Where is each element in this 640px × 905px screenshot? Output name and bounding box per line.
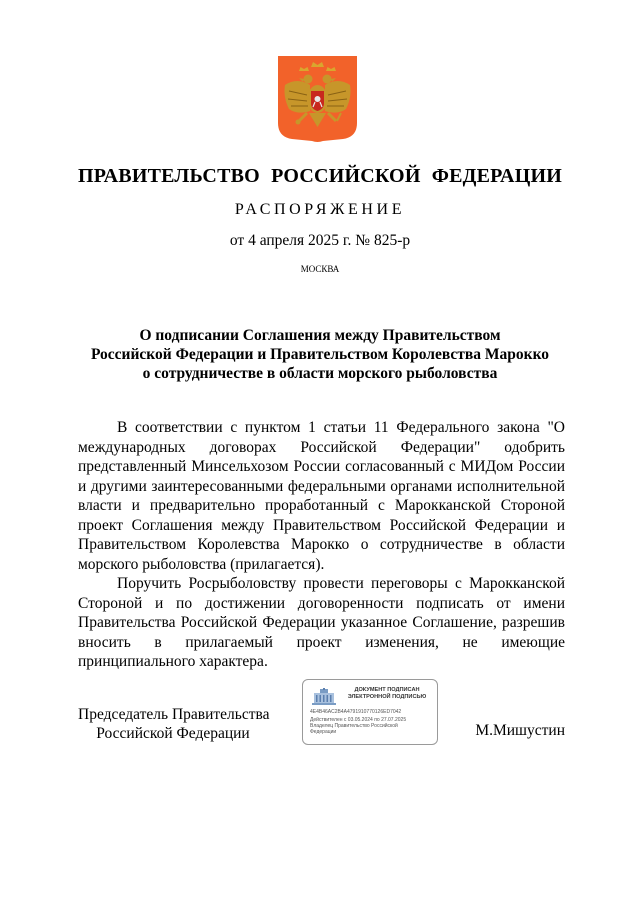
stamp-certificate: 4E4B46AC2B4A4791910770126ED7042 (310, 709, 402, 715)
coat-of-arms-icon (277, 55, 358, 145)
body-paragraph: В соответствии с пунктом 1 статьи 11 Федерального закона "О международных договорах Российской Федерации" одобрить представленный Минсельхозом России согласованный с МИДом России и другими заинтересованными федеральными органами исполнительной власти и предварительно проработанный с Марокканской Стороной проект Соглашения между Правительством Российской Федерации и Правительством Королевства Марокко о сотрудничестве в области морского рыболовства (прилагается). (78, 419, 565, 573)
signatory-position-line: Председатель Правительства (78, 706, 270, 723)
signatory-position (78, 705, 268, 743)
electronic-signature-stamp (302, 679, 438, 745)
title-line: О подписании Соглашения между Правительством (139, 327, 501, 344)
title-line: Российской Федерации и Правительством Королевства Марокко (90, 346, 550, 363)
government-name: ПРАВИТЕЛЬСТВО РОССИЙСКОЙ ФЕДЕРАЦИИ (78, 165, 562, 187)
document-title (60, 326, 580, 383)
government-building-icon (312, 688, 336, 705)
document-type: РАСПОРЯЖЕНИЕ (234, 201, 406, 218)
stamp-owner-line: Федерации (310, 729, 337, 735)
body-paragraph: Поручить Росрыболовству провести переговоры с Марокканской Стороной и по достижении договоренности подписать от имени Правительства Российской Федерации указанное Соглашение, разрешив вносить в прилагаемый проект изменения, не имеющие принципиального характера. (78, 575, 565, 670)
signatory-position-line: Российской Федерации (96, 725, 250, 742)
document-body (78, 418, 565, 672)
document-city: МОСКВА (300, 264, 340, 274)
stamp-owner-line: Владелец Правительство Российской (310, 723, 398, 729)
signatory-name: М.Мишустин (475, 722, 565, 739)
title-line: о сотрудничестве в области морского рыболовства (142, 365, 498, 382)
stamp-heading: ДОКУМЕНТ ПОДПИСАН ЭЛЕКТРОННОЙ ПОДПИСЬЮ (347, 687, 427, 700)
stamp-validity: Действителен с 03.05.2024 по 27.07.2025 (310, 717, 407, 723)
document-date-number: от 4 апреля 2025 г. № 825-р (229, 232, 411, 249)
